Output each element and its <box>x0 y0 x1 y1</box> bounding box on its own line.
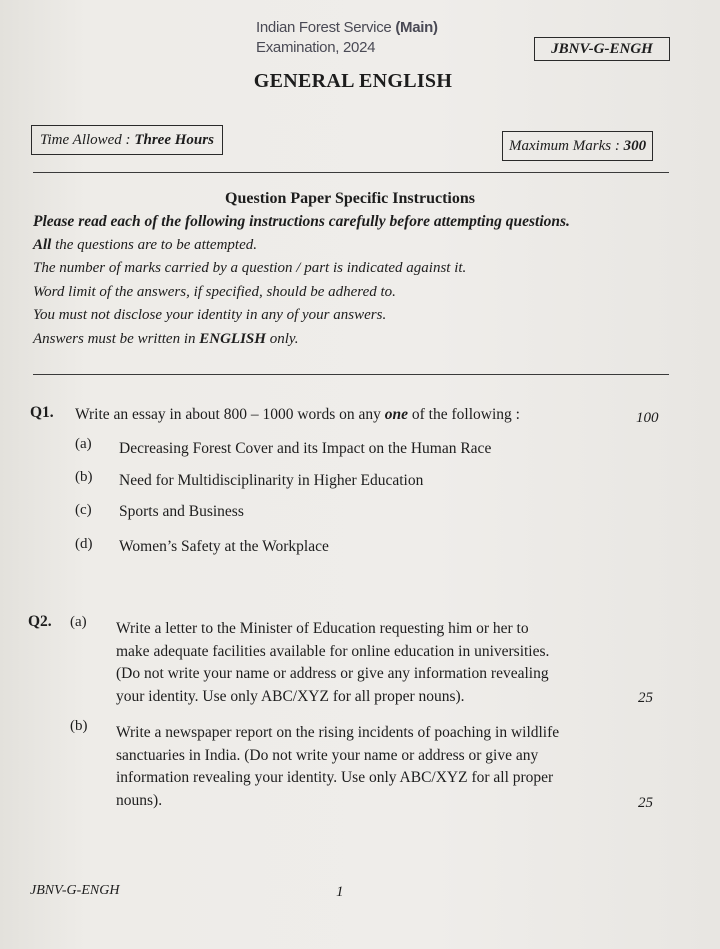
maximum-marks-box <box>502 131 653 161</box>
time-value: Three Hours <box>134 132 214 148</box>
question-part-line: Write a newspaper report on the rising incidents of poaching in wildlife <box>116 724 560 741</box>
paper-code-box: JBNV-G-ENGH <box>534 37 670 61</box>
instruction-line <box>33 328 673 352</box>
question-number: Q2. <box>28 613 52 630</box>
instruction-text: the questions are to be attempted. <box>55 236 258 253</box>
instruction-text: Answers must be written in <box>33 330 200 347</box>
exam-title-main: (Main) <box>395 19 438 36</box>
instruction-line <box>33 234 673 258</box>
instruction-line: Please read each of the following instructions carefully before attempting questions. <box>33 213 570 230</box>
option-label: (c) <box>75 502 92 518</box>
option-label: (d) <box>75 536 93 552</box>
instruction-language: ENGLISH <box>199 330 266 347</box>
instruction-line: The number of marks carried by a question / part is indicated against it. <box>33 260 467 276</box>
question-marks: 100 <box>636 410 659 426</box>
question-text-part: Write an essay in about 800 – 1000 words on any <box>75 406 385 423</box>
part-label: (a) <box>70 614 87 630</box>
marks-label: Maximum Marks : <box>509 138 624 154</box>
time-allowed-box <box>31 125 223 155</box>
question-part-text <box>116 722 630 812</box>
question-part-line: information revealing your identity. Use only ABC/XYZ for all proper <box>116 769 554 786</box>
question-part-line: your identity. Use only ABC/XYZ for all proper nouns). <box>116 687 465 705</box>
divider-bottom <box>33 374 669 375</box>
question-text <box>75 403 595 426</box>
question-text-emphasis: one <box>384 406 409 423</box>
time-label: Time Allowed : <box>40 132 135 148</box>
option-text: Women’s Safety at the Workplace <box>119 538 329 555</box>
instructions-list <box>33 208 673 351</box>
marks-value: 300 <box>623 138 647 154</box>
option-text: Sports and Business <box>119 503 244 520</box>
instruction-line: You must not disclose your identity in any of your answers. <box>33 307 387 323</box>
option-text: Need for Multidisciplinarity in Higher Education <box>119 472 424 489</box>
exam-title-line2: Examination, 2024 <box>256 39 376 56</box>
question-part-line: nouns). <box>116 791 163 809</box>
exam-title <box>256 18 496 58</box>
footer-paper-code: JBNV-G-ENGH <box>30 883 120 898</box>
instruction-text: only. <box>269 330 299 347</box>
question-part-line: sanctuaries in India. (Do not write your name or address or give any <box>116 746 539 764</box>
question-part-line: Write a letter to the Minister of Education requesting him or her to <box>116 620 529 637</box>
instruction-all-word: All <box>33 236 52 253</box>
question-part-marks: 25 <box>638 690 653 706</box>
question-number: Q1. <box>30 404 54 421</box>
divider-top <box>33 172 669 173</box>
page-number: 1 <box>336 884 344 900</box>
question-part-marks: 25 <box>638 795 653 811</box>
question-text-part: of the following : <box>408 406 520 423</box>
option-text: Decreasing Forest Cover and its Impact on the Human Race <box>119 440 492 457</box>
question-part-text <box>116 618 630 708</box>
option-label: (b) <box>75 469 93 485</box>
instruction-line: Word limit of the answers, if specified, should be adhered to. <box>33 283 396 300</box>
exam-title-line1: Indian Forest Service <box>256 19 396 36</box>
option-label: (a) <box>75 436 92 452</box>
part-label: (b) <box>70 718 88 734</box>
question-part-line: (Do not write your name or address or give any information revealing <box>116 665 549 682</box>
instructions-heading: Question Paper Specific Instructions <box>225 190 475 207</box>
subject-title: GENERAL ENGLISH <box>253 70 453 92</box>
question-part-line: make adequate facilities available for online education in universities. <box>116 642 550 660</box>
